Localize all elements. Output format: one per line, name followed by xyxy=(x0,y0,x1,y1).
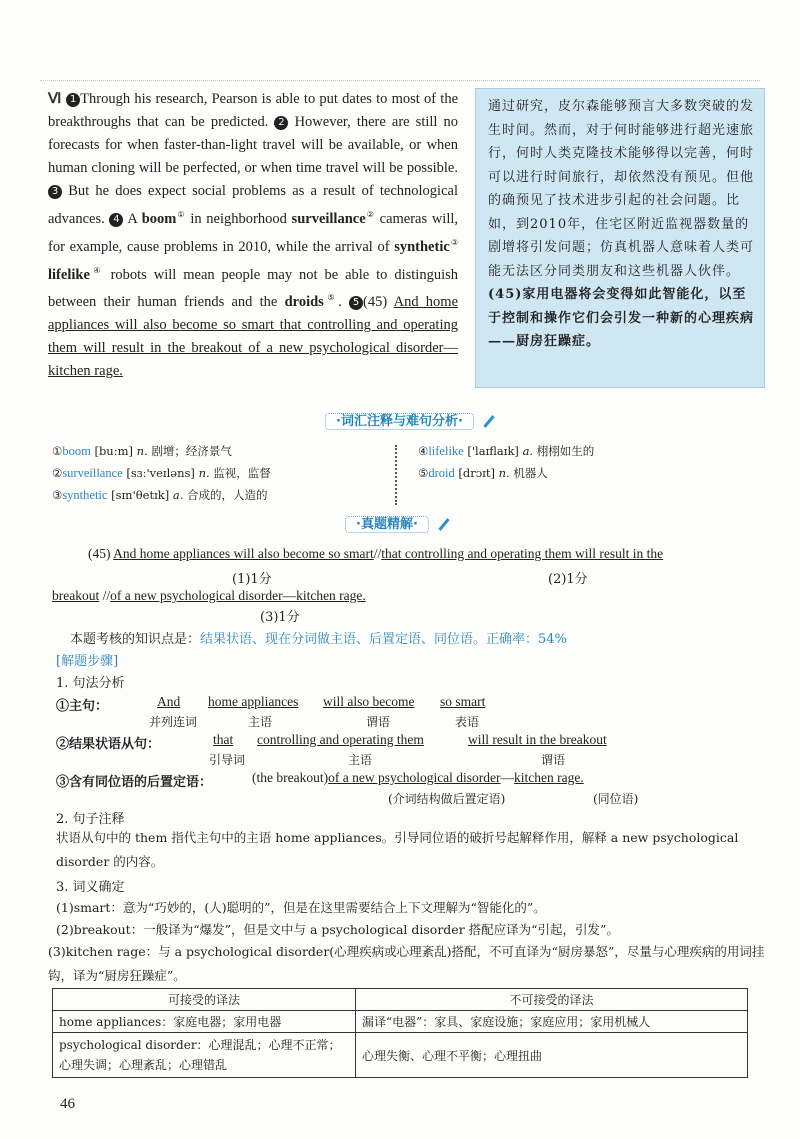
steps-label: [解题步骤] xyxy=(56,654,119,669)
meaning-1: (1)smart：意为“巧妙的，(人)聪明的”，但是在这里需要结合上下文理解为“智能化的”。 xyxy=(56,900,546,915)
vocab-item: ②surveillance [sɜː'veɪləns] n. 监视，监督 xyxy=(52,466,271,480)
translation-bold: (45)家用电器将会变得如此智能化，以至于控制和操作它们会引发一种新的心理疾病——厨房狂躁症。 xyxy=(488,287,755,349)
pen-icon xyxy=(483,415,494,428)
syntax-term: will also become xyxy=(323,694,415,709)
syntax-row-1-label: ①主句： xyxy=(56,699,109,714)
sentence-45-underlined: And home appliances will also become so smart that controlling and operating them will result in the breakout of a new psychological disorder—kitchen rage. xyxy=(48,294,459,380)
translation-text: 通过研究，皮尔森能够预言大多数突破的发生时间。然而，对于何时能够进行超光速旅行，何时人类克隆技术能够得以完善，何时可以进行时间旅行，却依然没有预见。但他的确预见了技术进步引起的社会问题。比如，到2010年，住宅区附近监视器数量的剧增将引发问题；仿真机器人意味着人类可能无法区分同类朋友和这些机器人伙伴。 xyxy=(488,99,755,279)
table-row: psychological disorder：心理混乱；心理不正常；心理失调；心理紊乱；心理错乱 心理失衡、心理不平衡；心理扭曲 xyxy=(53,1033,748,1078)
syntax-label: 并列连词 xyxy=(148,715,197,729)
syntax-term: home appliances xyxy=(208,694,299,709)
meaning-3: (3)kitchen rage：与 a psychological disorder(心理疾病或心理紊乱)搭配，不可直译为“厨房暴怒”，尽量与心理疾病的用词挂钩，译为“厨房狂躁症”。 xyxy=(48,944,765,983)
vocab-divider xyxy=(395,445,405,505)
syntax-row-3-label: ③含有同位语的后置定语： xyxy=(56,775,213,790)
syntax-term: controlling and operating them xyxy=(257,732,424,747)
syntax-term: And xyxy=(157,694,181,709)
syntax-label: 主语 xyxy=(247,715,272,729)
syntax-label: (同位语) xyxy=(593,792,639,806)
sentence-1: Through his research, Pearson is able to put dates to most of the breakthroughs that can be predicted. xyxy=(48,91,459,130)
syntax-label: (介词结构做后置定语) xyxy=(388,792,506,806)
note-text: 状语从句中的 them 指代主句中的主语 home appliances。引导同位语的破折号起解释作用，解释 a new psychological disorder 的内容。 xyxy=(56,830,739,869)
vocab-item: ④lifelike ['laɪflaɪk] a. 栩栩如生的 xyxy=(418,444,595,458)
syntax-term: will result in the breakout xyxy=(468,732,607,747)
english-passage: Ⅵ 1 Through his research, Pearson is able to put dates to most of the breakthroughs that can be predicted. 2 However, there are still no forecasts for when faster-than-light travel will be available, or when human cloning will be perfected, or when time travel will be possible. 3 But he does expect social problems as a result of technological advances. 4 A boom① in neighborhood surveillance② cameras will, for example, cause problems in 2010, while the arrival of synthetic③ lifelike④ robots will mean people may not be able to distinguish between their human friends and the droids⑤. 5 (45) And home appliances will also become so smart that controlling and operating them will result in the breakout of a new psychological disorder—kitchen rage. xyxy=(48,91,459,380)
section-number: Ⅵ xyxy=(48,91,62,107)
word-boom: boom xyxy=(141,210,177,227)
sentence-2: However, there are still no forecasts for when faster-than-light travel will be available, or when human cloning will be perfected, or when time travel will be possible. xyxy=(48,114,459,176)
syntax-term: so smart xyxy=(440,694,486,709)
split-part-3: breakout xyxy=(52,588,100,603)
vocab-left xyxy=(52,440,392,506)
word-lifelike: lifelike xyxy=(48,266,90,283)
translation-box xyxy=(475,88,765,388)
split-part-2: that controlling and operating them will result in the xyxy=(381,546,664,561)
pen-icon xyxy=(438,518,449,531)
vocab-item: ①boom [buːm] n. 剧增；经济景气 xyxy=(52,444,232,458)
vocab-right xyxy=(418,440,758,484)
score-2: (2)1分 xyxy=(548,572,588,587)
heading-notes: 2. 句子注释 xyxy=(56,812,125,827)
heading-syntax: 1. 句法分析 xyxy=(56,676,125,691)
vocab-item: ⑤droid [drɔɪt] n. 机器人 xyxy=(418,466,548,480)
score-1: (1)1分 xyxy=(232,572,272,587)
top-dotted-rule xyxy=(40,80,760,81)
syntax-label: 表语 xyxy=(454,715,479,729)
syntax-label: 引导词 xyxy=(208,753,245,767)
table-row: home appliances：家庭电器；家用电器 漏译“电器”：家具、家庭设施；家庭应用；家用机械人 xyxy=(53,1011,748,1033)
heading-meaning: 3. 词义确定 xyxy=(56,880,125,895)
knowledge-line: 本题考核的知识点是：结果状语、现在分词做主语、后置定语、同位语。正确率：54% xyxy=(70,632,567,647)
syntax-row-2-label: ②结果状语从句： xyxy=(56,737,161,752)
sentence-3: But he does expect social problems as a result of technological advances. xyxy=(48,183,458,227)
word-droids: droids xyxy=(284,294,324,311)
translation-table xyxy=(52,988,748,1078)
syntax-label: 主语 xyxy=(347,753,372,767)
word-synthetic: synthetic xyxy=(394,238,450,255)
vocab-banner: ·词汇注释与难句分析· xyxy=(325,413,474,430)
split-part-4: of a new psychological disorder—kitchen rage. xyxy=(110,588,366,603)
meaning-2: (2)breakout：一般译为“爆发”，但是文中与 a psychological disorder 搭配应译为“引起，引发”。 xyxy=(56,922,619,937)
page-number: 46 xyxy=(60,1096,75,1112)
word-surveillance: surveillance xyxy=(291,210,366,227)
split-part-1: And home appliances will also become so smart xyxy=(113,546,374,561)
exam-banner-wrap xyxy=(345,514,451,536)
table-header: 不可接受的译法 xyxy=(356,989,748,1011)
table-header: 可接受的译法 xyxy=(53,989,356,1011)
syntax-label: 谓语 xyxy=(365,715,390,729)
exam-banner: ·真题精解· xyxy=(345,516,429,533)
score-3: (3)1分 xyxy=(260,610,300,625)
split-line-1: (45) And home appliances will also become so smart//that controlling and operating them will result in the xyxy=(88,546,664,561)
vocab-item: ③synthetic [sɪn'θetɪk] a. 合成的，人造的 xyxy=(52,488,268,502)
vocab-banner-wrap xyxy=(325,411,496,433)
syntax-row-3: (the breakout)of a new psychological disorder—kitchen rage. xyxy=(252,770,584,785)
split-line-2: breakout //of a new psychological disorder—kitchen rage. xyxy=(52,588,366,603)
syntax-term: that xyxy=(213,732,234,747)
syntax-label: 谓语 xyxy=(540,753,565,767)
